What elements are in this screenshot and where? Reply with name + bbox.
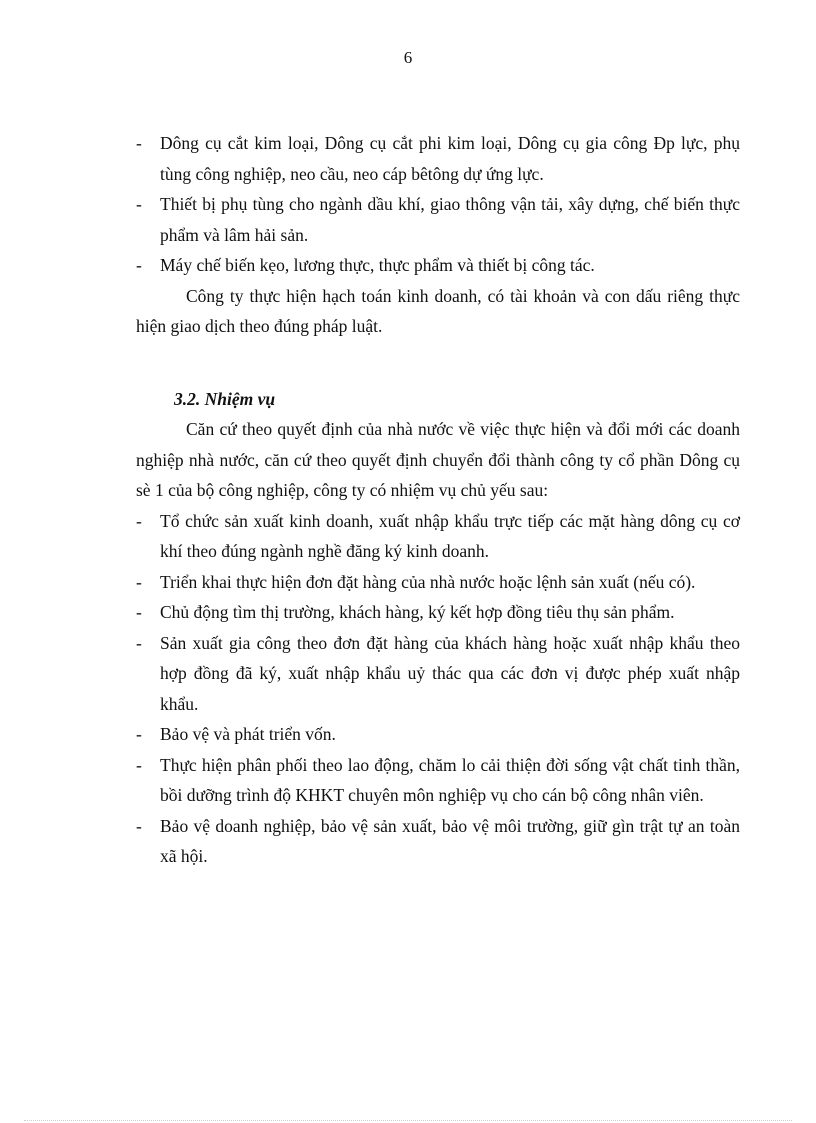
list-item xyxy=(136,719,740,750)
list-item xyxy=(136,567,740,598)
list-item xyxy=(136,628,740,720)
bullet-dash: - xyxy=(136,255,142,275)
list-item-text: Máy chế biến kẹo, lương thực, thực phẩm và thiết bị công tác. xyxy=(160,255,595,275)
list-item-text: Sản xuất gia công theo đơn đặt hàng của khách hàng hoặc xuất nhập khẩu theo hợp đồng đã ký, xuất nhập khẩu uỷ thác qua các đơn vị được phép xuất nhập khẩu. xyxy=(160,632,740,714)
list-item-text: Thiết bị phụ tùng cho ngành dầu khí, giao thông vận tải, xây dựng, chế biến thực phẩm và lâm hải sản. xyxy=(160,194,740,245)
bullet-dash: - xyxy=(136,724,142,744)
section-heading: 3.2. Nhiệm vụ xyxy=(174,388,276,409)
bullet-dash: - xyxy=(136,632,142,653)
list-item-text: Bảo vệ và phát triển vốn. xyxy=(160,724,336,744)
list-item xyxy=(136,750,740,811)
list-item xyxy=(136,189,740,250)
page-bottom-divider xyxy=(24,1120,792,1121)
bullet-dash: - xyxy=(136,815,142,836)
bullet-dash: - xyxy=(136,571,142,592)
list-item xyxy=(136,811,740,872)
list-item xyxy=(136,250,740,281)
bullet-dash: - xyxy=(136,194,142,214)
list-item xyxy=(136,597,740,628)
list-item-text: Dông cụ cắt kim loại, Dông cụ cắt phi kim loại, Dông cụ gia công Đp lực, phụ tùng công nghiệp, neo cầu, neo cáp bêtông dự ứng lực. xyxy=(160,133,740,184)
bullet-dash: - xyxy=(136,510,142,531)
bullet-dash: - xyxy=(136,754,142,775)
list-item-text: Bảo vệ doanh nghiệp, bảo vệ sản xuất, bảo vệ môi trường, giữ gìn trật tự an toàn xã hội. xyxy=(160,815,740,866)
bullet-dash: - xyxy=(136,133,142,153)
document-body xyxy=(136,128,740,872)
list-item xyxy=(136,128,740,189)
list-item-text: Triển khai thực hiện đơn đặt hàng của nhà nước hoặc lệnh sản xuất (nếu có). xyxy=(160,571,696,592)
bullet-dash: - xyxy=(136,602,142,622)
page-number: 6 xyxy=(403,48,413,67)
intro-paragraph: Căn cứ theo quyết định của nhà nước về việc thực hiện và đổi mới các doanh nghiệp nhà nước, căn cứ theo quyết định chuyển đổi thành công ty cổ phần Dông cụ sè 1 của bộ công nghiệp, công ty có nhiệm vụ chủ yếu sau: xyxy=(136,419,740,500)
list-item-text: Thực hiện phân phối theo lao động, chăm lo cải thiện đời sống vật chất tinh thần, bồi dưỡng trình độ KHKT chuyên môn nghiệp vụ cho cán bộ công nhân viên. xyxy=(160,754,740,805)
body-paragraph: Công ty thực hiện hạch toán kinh doanh, có tài khoản và con dấu riêng thực hiện giao dịch theo đúng pháp luật. xyxy=(136,285,740,336)
list-item xyxy=(136,506,740,567)
list-item-text: Tổ chức sản xuất kinh doanh, xuất nhập khẩu trực tiếp các mặt hàng dông cụ cơ khí theo đúng ngành nghề đăng ký kinh doanh. xyxy=(160,510,740,561)
list-item-text: Chủ động tìm thị trường, khách hàng, ký kết hợp đồng tiêu thụ sản phẩm. xyxy=(160,602,675,622)
